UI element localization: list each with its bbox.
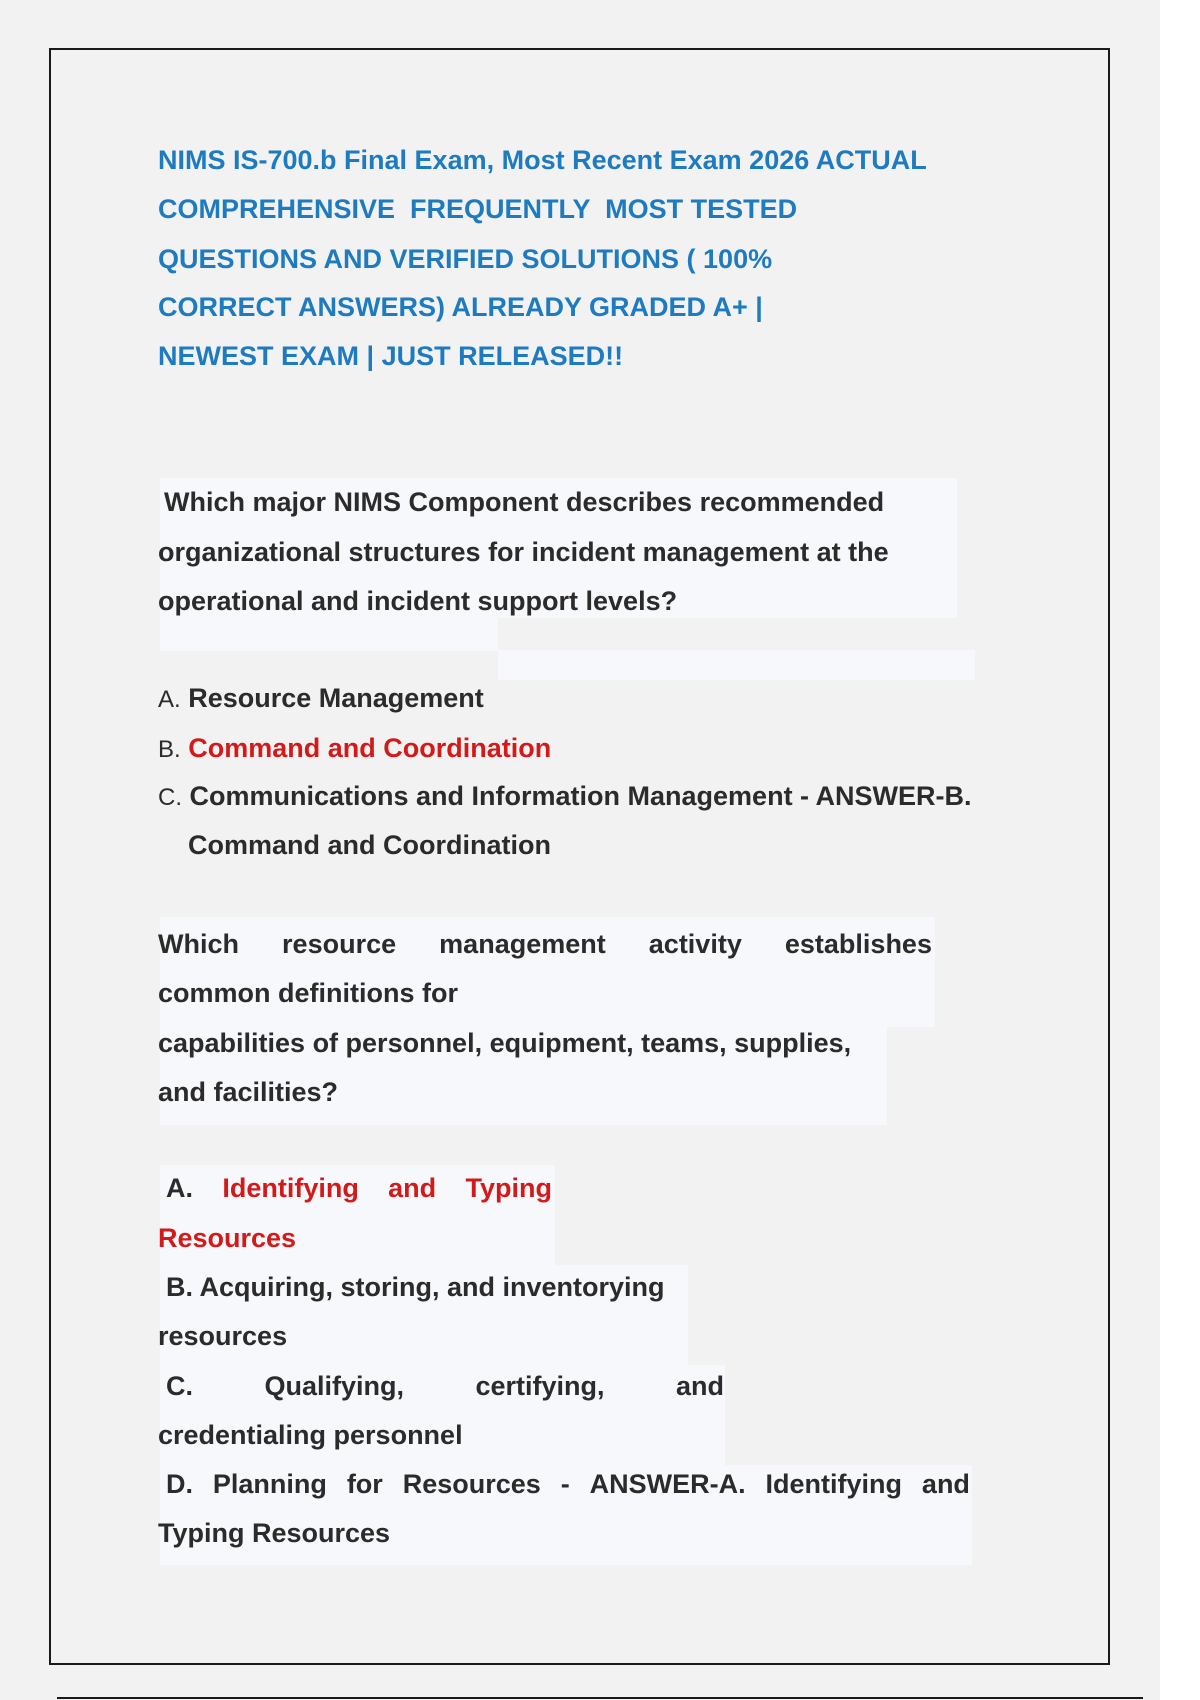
question1-line-3: operational and incident support levels?: [158, 586, 678, 616]
question1-highlight-gap-2: [498, 650, 975, 680]
option-word-correct: Typing: [465, 1173, 552, 1203]
option-word: and: [921, 1469, 970, 1499]
option-word: Resources: [402, 1469, 541, 1499]
option-word: Qualifying,: [264, 1371, 404, 1401]
option-word: -: [560, 1469, 570, 1499]
title-line-1: NIMS IS-700.b Final Exam, Most Recent Exam 2026 ACTUAL: [158, 145, 927, 175]
option-word: C.: [166, 1371, 193, 1401]
question2-option-d-continuation: Typing Resources: [158, 1518, 391, 1548]
question2-option-b-continuation: resources: [158, 1321, 288, 1351]
option-word: certifying,: [475, 1371, 605, 1401]
next-page-border: [57, 1697, 1143, 1699]
question2-option-c-continuation: credentialing personnel: [158, 1420, 463, 1450]
question1-answer-continuation: Command and Coordination: [188, 830, 551, 860]
option-letter: C.: [158, 784, 182, 811]
title-line-5: NEWEST EXAM | JUST RELEASED!!: [158, 341, 624, 371]
question1-line-1: Which major NIMS Component describes recommended: [164, 487, 885, 517]
question1-option-b: [158, 732, 551, 766]
question2-option-b: B. Acquiring, storing, and inventorying: [166, 1272, 665, 1302]
question2-word: establishes: [784, 929, 932, 959]
question2-option-a-continuation: Resources: [158, 1223, 297, 1253]
option-word: D.: [166, 1469, 193, 1499]
question2-option-a: [166, 1172, 552, 1204]
option-word: ANSWER-A.: [589, 1469, 746, 1499]
question2-option-c: [166, 1370, 724, 1402]
question2-line-3: capabilities of personnel, equipment, teams, supplies,: [158, 1028, 852, 1058]
option-word-correct: Identifying: [222, 1173, 359, 1203]
question2-line-1: [158, 928, 932, 960]
title-line-2: COMPREHENSIVE FREQUENTLY MOST TESTED: [158, 194, 798, 224]
question2-word: Which: [158, 929, 239, 959]
option-word: Planning: [212, 1469, 327, 1499]
option-word-correct: and: [388, 1173, 437, 1203]
option-letter: B.: [158, 736, 181, 763]
option-word: and: [675, 1371, 724, 1401]
option-word: Identifying: [765, 1469, 903, 1499]
page-margin-strip: [1160, 0, 1200, 1700]
option-letter: A.: [158, 686, 181, 713]
question1-line-2: organizational structures for incident management at the: [158, 537, 889, 567]
option-word: for: [346, 1469, 383, 1499]
title-line-4: CORRECT ANSWERS) ALREADY GRADED A+ |: [158, 292, 763, 322]
question2-word: resource: [282, 929, 397, 959]
question2-line-2: common definitions for: [158, 978, 458, 1008]
question1-option-c: [158, 780, 972, 814]
option-letter: A.: [166, 1173, 193, 1203]
question2-line-4: and facilities?: [158, 1077, 339, 1107]
option-text: Communications and Information Management - ANSWER-B.: [189, 781, 972, 811]
question1-highlight-gap: [160, 618, 498, 651]
question2-word: management: [439, 929, 606, 959]
question1-option-a: [158, 682, 484, 716]
question2-word: activity: [648, 929, 742, 959]
option-text-correct: Command and Coordination: [188, 733, 552, 763]
question2-option-d: [166, 1468, 970, 1500]
title-line-3: QUESTIONS AND VERIFIED SOLUTIONS ( 100%: [158, 244, 773, 274]
option-text: Resource Management: [188, 683, 484, 713]
